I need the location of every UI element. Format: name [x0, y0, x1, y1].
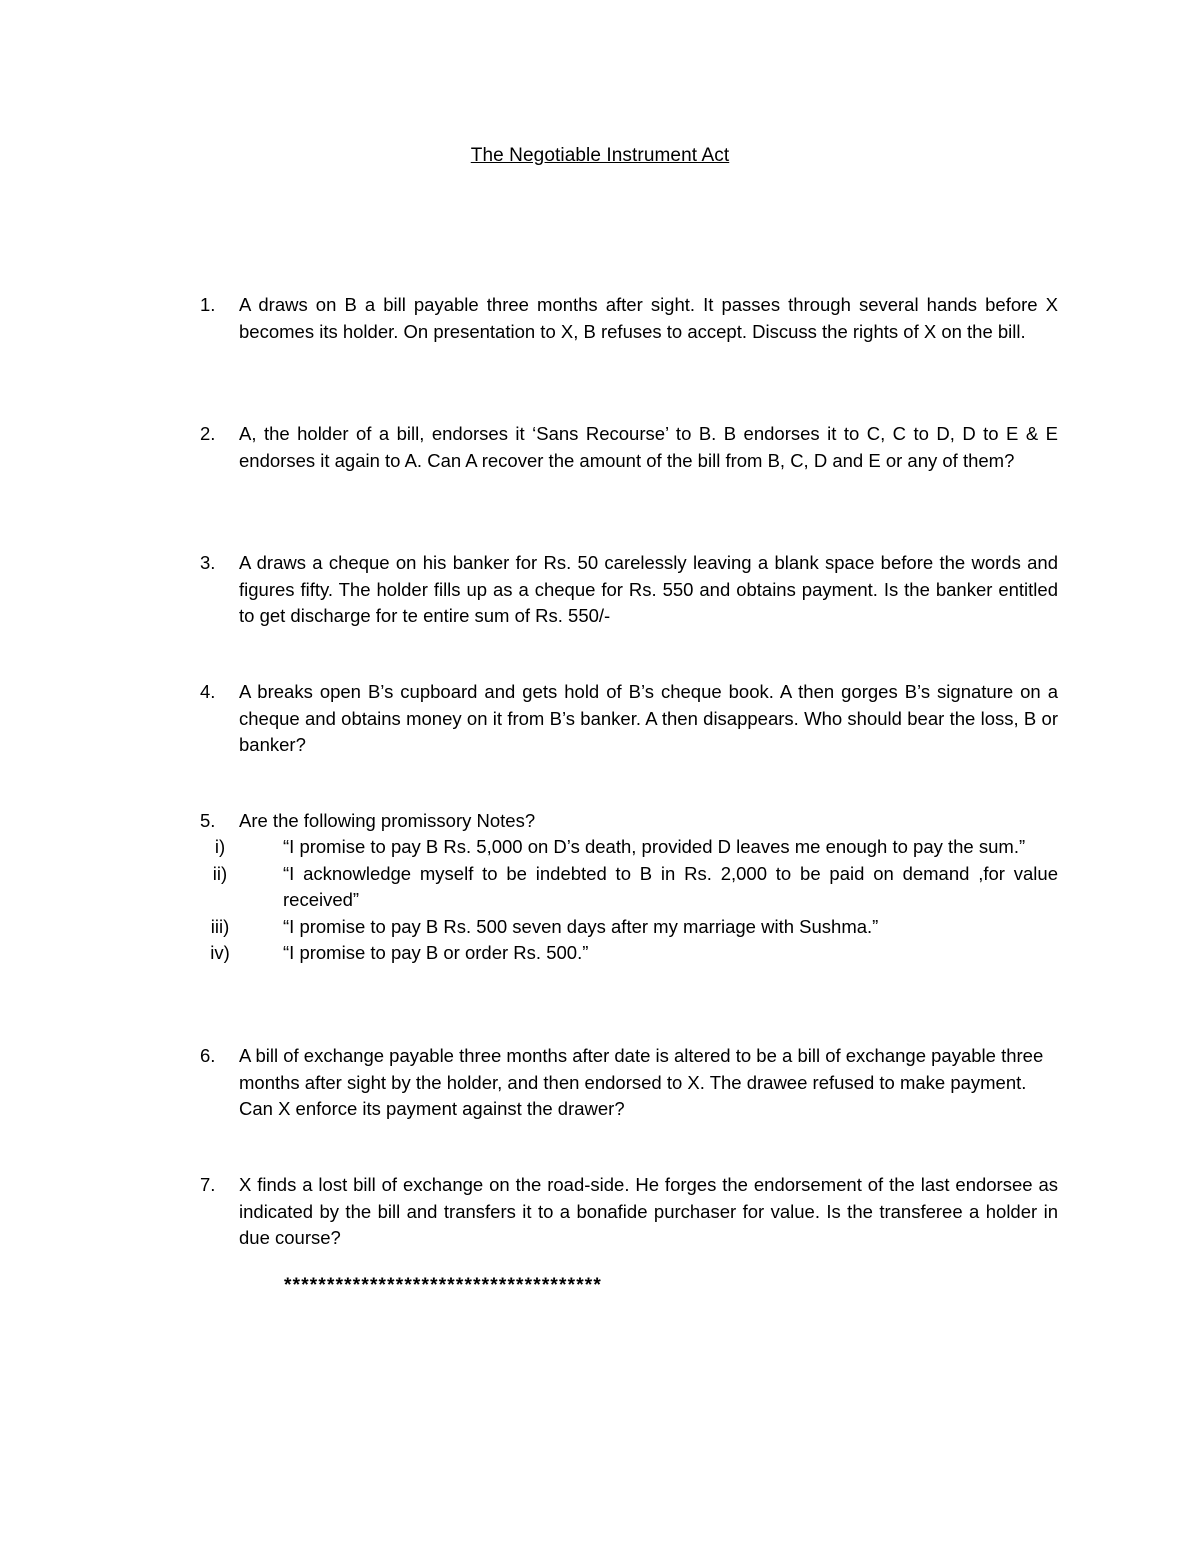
question-4	[200, 679, 1058, 759]
question-text: A draws on B a bill payable three months after sight. It passes through several hands before X becomes its holder. On presentation to X, B refuses to accept. Discuss the rights of X on the bill.	[239, 294, 1058, 342]
question-1	[200, 292, 1058, 345]
question-number: 6.	[200, 1045, 216, 1066]
question-text: A bill of exchange payable three months after date is altered to be a bill of exchange payable three months after sight by the holder, and then endorsed to X. The drawee refused to make payment. Can X enforce its payment against the drawer?	[239, 1045, 1044, 1119]
list-item	[195, 834, 1058, 861]
question-number: 5.	[200, 810, 216, 831]
question-6	[200, 1043, 1058, 1123]
question-text: Are the following promissory Notes?	[239, 810, 536, 831]
question-text: A, the holder of a bill, endorses it ‘Sans Recourse’ to B. B endorses it to C, C to D, D to E & E endorses it again to A. Can A recover the amount of the bill from B, C, D and E or any of them?	[239, 423, 1058, 471]
question-3	[200, 550, 1058, 630]
question-number: 4.	[200, 681, 216, 702]
question-text: X finds a lost bill of exchange on the road-side. He forges the endorsement of the last endorsee as indicated by the bill and transfers it to a bonafide purchaser for value. Is the transferee a holder in due course?	[239, 1174, 1058, 1248]
sub-item-text: “I acknowledge myself to be indebted to B in Rs. 2,000 to be paid on demand ,for value received”	[283, 862, 1058, 910]
question-7	[200, 1172, 1058, 1252]
question-number: 7.	[200, 1174, 216, 1195]
list-item	[195, 861, 1058, 914]
question-number: 2.	[200, 423, 216, 444]
question-text: A breaks open B’s cupboard and gets hold of B’s cheque book. A then gorges B’s signature on a cheque and obtains money on it from B’s banker. A then disappears. Who should bear the loss, B or banker?	[239, 681, 1058, 755]
sub-item-text: “I promise to pay B Rs. 500 seven days after my marriage with Sushma.”	[283, 915, 879, 937]
sub-item-number: ii)	[212, 862, 228, 884]
document-title: The Negotiable Instrument Act	[470, 145, 730, 166]
sub-item-number: i)	[214, 836, 226, 857]
sub-item-text: “I promise to pay B Rs. 5,000 on D’s death, provided D leaves me enough to pay the sum.”	[283, 836, 1026, 857]
list-item	[195, 914, 1058, 941]
question-number: 1.	[200, 294, 216, 315]
question-text: A draws a cheque on his banker for Rs. 50 carelessly leaving a blank space before the words and figures fifty. The holder fills up as a cheque for Rs. 550 and obtains payment. Is the banker entitled to get discharge for te entire sum of Rs. 550/-	[239, 552, 1058, 626]
question-5	[200, 808, 1058, 835]
question-number: 3.	[200, 552, 216, 573]
question-2	[200, 421, 1058, 474]
promissory-notes-list	[195, 834, 1058, 967]
list-item	[195, 940, 1058, 967]
sub-item-number: iii)	[210, 915, 230, 937]
end-marker: *************************************	[284, 1275, 602, 1296]
sub-item-number: iv)	[210, 942, 230, 963]
sub-item-text: “I promise to pay B or order Rs. 500.”	[283, 942, 589, 963]
